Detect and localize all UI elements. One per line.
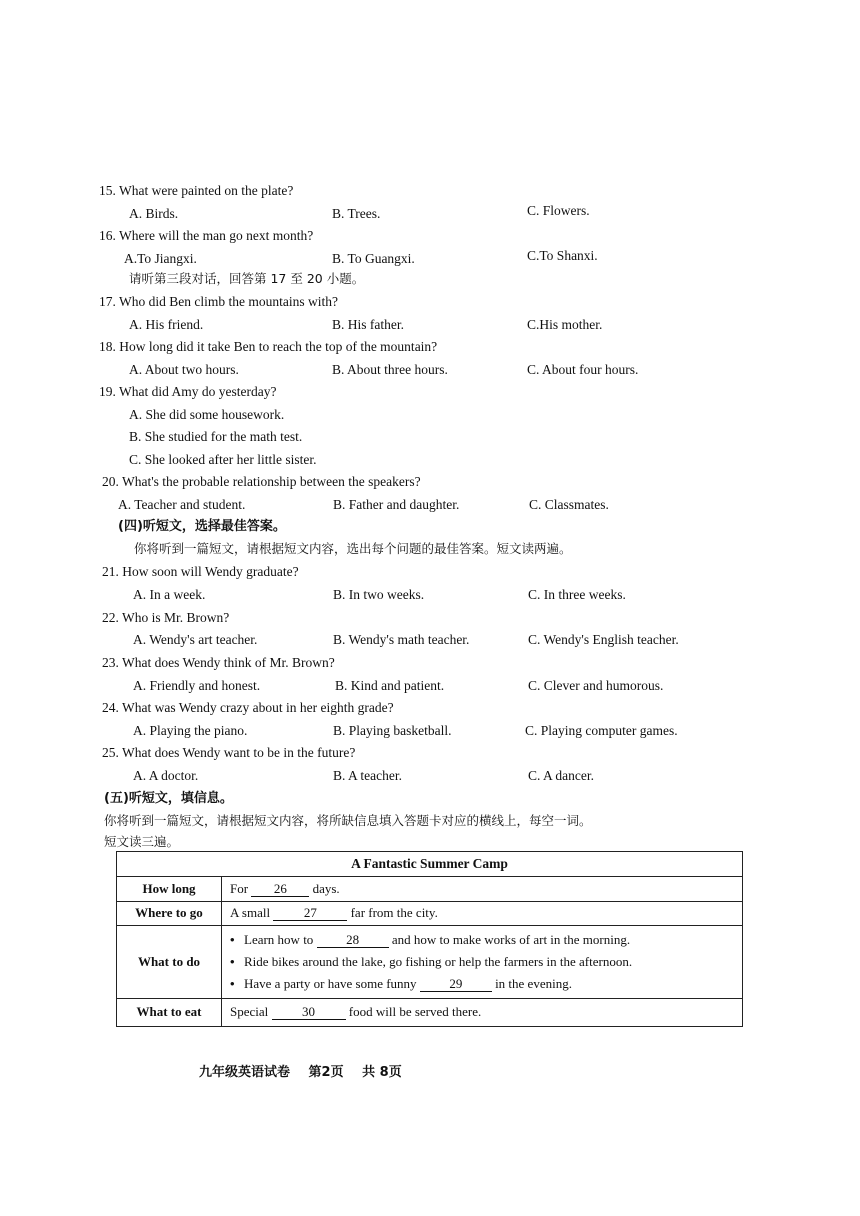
row-label: What to eat [117, 998, 222, 1026]
question-text: What was Wendy crazy about in her eighth grade? [122, 700, 394, 715]
activity-item [230, 929, 734, 951]
table-row [117, 901, 743, 925]
answer-blank-26: 26 [251, 881, 309, 897]
option-b: B. About three hours. [332, 362, 448, 377]
text-after: in the evening. [495, 975, 572, 991]
instruction-17-20: 请听第三段对话，回答第 17 至 20 小题。 [129, 271, 365, 286]
option-c: C. About four hours. [527, 362, 639, 377]
activity-item [230, 973, 734, 995]
option-b: B. In two weeks. [333, 587, 425, 602]
question-text: What's the probable relationship between the speakers? [122, 474, 421, 489]
activity-item [230, 951, 734, 973]
question-text: Who did Ben climb the mountains with? [119, 294, 338, 309]
question-20 [102, 473, 421, 491]
activity-text: Ride bikes around the lake, go fishing or help the farmers in the afternoon. [244, 953, 633, 969]
question-25 [102, 744, 355, 762]
question-21 [102, 563, 299, 581]
option-a: A. She did some housework. [129, 407, 285, 422]
question-text: What does Wendy want to be in the future? [122, 745, 356, 760]
option-b: B. His father. [332, 317, 404, 332]
table-row [117, 925, 743, 998]
question-number: 17. [99, 294, 116, 309]
question-number: 16. [99, 228, 116, 243]
option-a: A. A doctor. [133, 768, 199, 783]
footer-title: 九年级英语试卷 [199, 1065, 291, 1080]
table-title: A Fantastic Summer Camp [117, 852, 743, 877]
question-text: What did Amy do yesterday? [119, 384, 277, 399]
question-19 [99, 383, 276, 401]
question-number: 25. [102, 745, 119, 760]
answer-blank-27: 27 [273, 905, 347, 921]
page-footer [199, 1061, 416, 1080]
answer-blank-29: 29 [420, 976, 492, 992]
row-content [222, 877, 743, 901]
option-c: C. Classmates. [529, 497, 609, 512]
question-number: 18. [99, 339, 116, 354]
option-a: A.To Jiangxi. [124, 251, 197, 266]
question-16 [99, 227, 313, 245]
question-number: 21. [102, 564, 119, 579]
option-b: B. Father and daughter. [333, 497, 460, 512]
bullet-icon: • [230, 975, 235, 991]
row-label: How long [117, 877, 222, 901]
footer-page-number: 第2页 [308, 1065, 344, 1080]
section-4-instruction: 你将听到一篇短文，请根据短文内容，选出每个问题的最佳答案。短文读两遍。 [134, 541, 572, 556]
section-5-heading: (五)听短文，填信息。 [104, 791, 233, 806]
bullet-icon: • [230, 953, 235, 969]
question-number: 15. [99, 183, 116, 198]
section-5-instruction-2: 短文读三遍。 [104, 834, 180, 849]
option-a: A. His friend. [129, 317, 204, 332]
option-c: C. Wendy's English teacher. [528, 632, 679, 647]
row-content [222, 901, 743, 925]
option-c: C. Flowers. [527, 203, 590, 218]
row-label: Where to go [117, 901, 222, 925]
option-a: A. Friendly and honest. [133, 678, 261, 693]
bullet-icon: • [230, 931, 235, 947]
option-c: C.To Shanxi. [527, 248, 598, 263]
option-c: C. She looked after her little sister. [129, 452, 317, 467]
text-after: food will be served there. [348, 1004, 482, 1020]
section-5-instruction-1: 你将听到一篇短文，请根据短文内容，将所缺信息填入答题卡对应的横线上，每空一词。 [104, 813, 592, 828]
question-number: 20. [102, 474, 119, 489]
option-c: C.His mother. [527, 317, 603, 332]
text-before: A small [230, 905, 271, 921]
row-content [222, 925, 743, 998]
option-b: B. She studied for the math test. [129, 429, 303, 444]
table-row [117, 877, 743, 901]
question-text: How long did it take Ben to reach the top of the mountain? [119, 339, 438, 354]
text-before: For [230, 880, 249, 896]
table-title-row [117, 852, 743, 877]
option-a: A. Birds. [129, 206, 179, 221]
question-number: 22. [102, 610, 119, 625]
question-17 [99, 293, 338, 311]
question-number: 24. [102, 700, 119, 715]
question-18 [99, 338, 437, 356]
question-15 [99, 182, 293, 200]
text-before: Have a party or have some funny [244, 975, 417, 991]
question-24 [102, 699, 394, 717]
question-text: How soon will Wendy graduate? [122, 564, 299, 579]
footer-total-pages: 共 8页 [362, 1065, 402, 1080]
option-a: A. Teacher and student. [118, 497, 246, 512]
option-b: B. To Guangxi. [332, 251, 415, 266]
question-text: What were painted on the plate? [119, 183, 294, 198]
question-number: 19. [99, 384, 116, 399]
row-label: What to do [117, 925, 222, 998]
question-number: 23. [102, 655, 119, 670]
text-before: Learn how to [244, 931, 314, 947]
option-c: C. Playing computer games. [525, 723, 678, 738]
summer-camp-table [116, 851, 743, 1027]
question-text: Where will the man go next month? [119, 228, 314, 243]
question-22 [102, 609, 229, 627]
answer-blank-30: 30 [272, 1004, 346, 1020]
option-b: B. Trees. [332, 206, 381, 221]
option-b: B. Kind and patient. [335, 678, 445, 693]
question-text: Who is Mr. Brown? [122, 610, 230, 625]
row-content [222, 998, 743, 1026]
option-c: C. In three weeks. [528, 587, 626, 602]
question-23 [102, 654, 335, 672]
section-4-heading: (四)听短文，选择最佳答案。 [118, 519, 286, 534]
question-text: What does Wendy think of Mr. Brown? [122, 655, 335, 670]
option-c: C. A dancer. [528, 768, 594, 783]
option-a: A. In a week. [133, 587, 206, 602]
text-before: Special [230, 1004, 269, 1020]
option-b: B. A teacher. [333, 768, 402, 783]
text-after: and how to make works of art in the morning. [391, 931, 631, 947]
table-row [117, 998, 743, 1026]
answer-blank-28: 28 [317, 932, 389, 948]
text-after: far from the city. [350, 905, 438, 921]
option-a: A. Playing the piano. [133, 723, 248, 738]
option-a: A. Wendy's art teacher. [133, 632, 258, 647]
option-c: C. Clever and humorous. [528, 678, 664, 693]
option-a: A. About two hours. [129, 362, 239, 377]
text-after: days. [312, 880, 340, 896]
option-b: B. Wendy's math teacher. [333, 632, 470, 647]
option-b: B. Playing basketball. [333, 723, 452, 738]
